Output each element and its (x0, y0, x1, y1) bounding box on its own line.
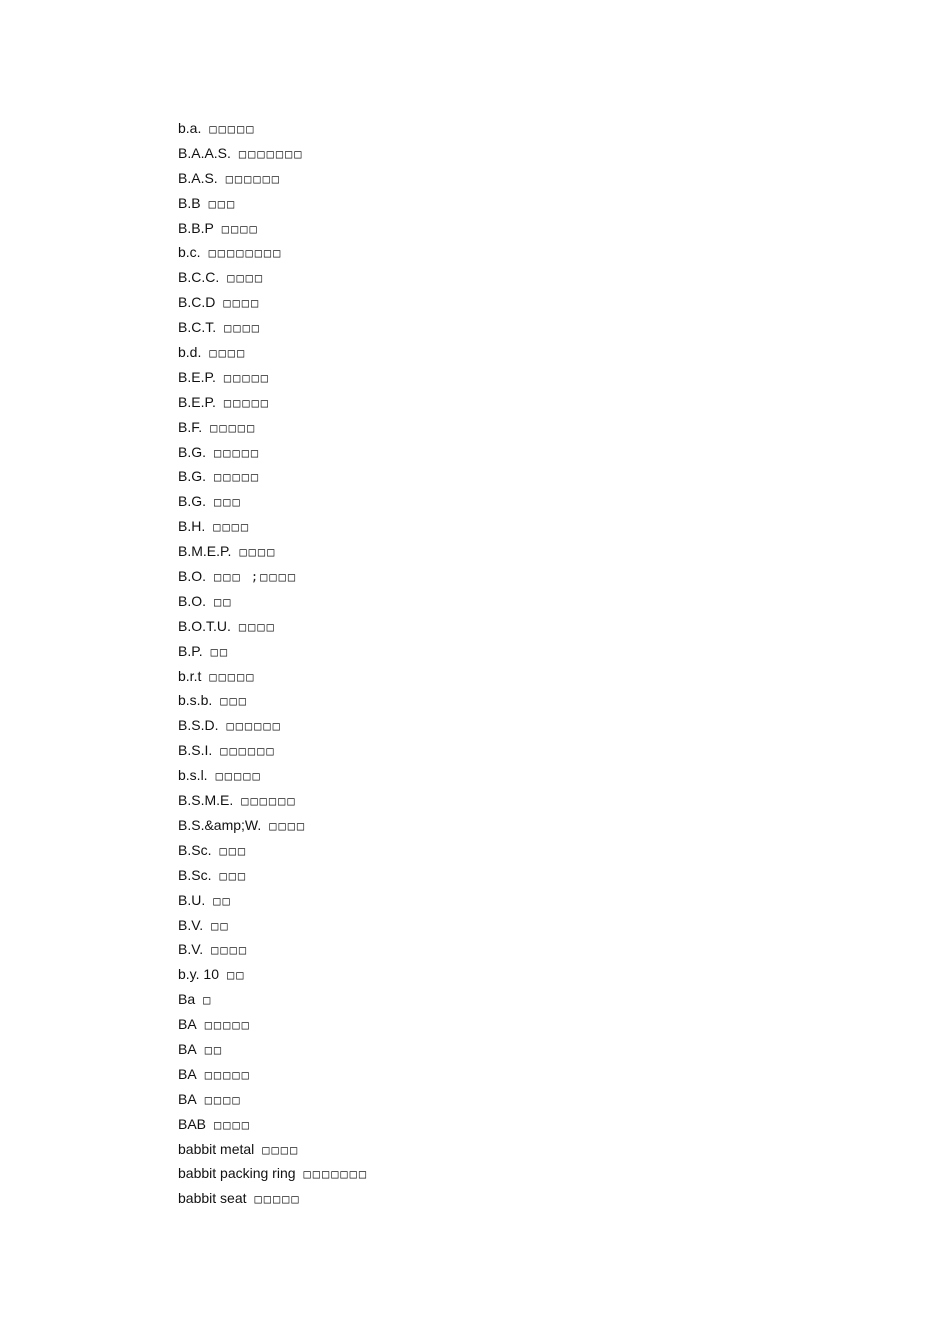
entry-term: BA (178, 1016, 197, 1033)
entry-term: B.S.&amp;W. (178, 816, 262, 833)
entry-definition: □□ (213, 893, 232, 908)
glossary-entry (178, 591, 368, 616)
entry-term: b.c. (178, 244, 201, 261)
entry-term: babbit seat (178, 1190, 247, 1207)
entry-term: B.O. (178, 592, 207, 609)
glossary-entry (178, 193, 368, 218)
entry-definition: □□ (211, 918, 230, 933)
entry-term: BAB (178, 1115, 207, 1132)
entry-term: B.H. (178, 518, 206, 535)
entry-term: B.S.M.E. (178, 792, 234, 809)
entry-term: b.r.t (178, 667, 202, 684)
entry-definition: □□□ ;□□□□ (214, 570, 298, 585)
entry-term: B.Sc. (178, 866, 212, 883)
entry-term: B.C.D (178, 294, 216, 311)
glossary-entry (178, 1064, 368, 1089)
entry-term: B.S.D. (178, 717, 219, 734)
entry-term: B.V. (178, 916, 204, 933)
glossary-entry (178, 442, 368, 467)
glossary-entry (178, 417, 368, 442)
entry-definition: □□□□□□ (241, 794, 297, 809)
entry-term: B.V. (178, 941, 204, 958)
entry-term: B.P. (178, 642, 203, 659)
glossary-entry (178, 690, 368, 715)
glossary-entry (178, 616, 368, 641)
glossary-entry (178, 218, 368, 243)
entry-definition: □□ (210, 644, 230, 659)
entry-term: B.G. (178, 468, 207, 485)
glossary-entry (178, 666, 368, 691)
glossary-entry (178, 242, 368, 267)
entry-definition: □□□□□ (215, 769, 262, 784)
glossary-list (178, 118, 368, 1213)
glossary-entry (178, 890, 368, 915)
glossary-entry (178, 790, 368, 815)
entry-definition: □□□□ (223, 296, 261, 311)
entry-definition: □□□□□□ (225, 171, 282, 186)
entry-term: b.d. (178, 344, 202, 361)
entry-term: B.A.S. (178, 169, 218, 186)
glossary-entry (178, 815, 368, 840)
entry-definition: □□□□□ (214, 470, 261, 485)
entry-term: B.E.P. (178, 368, 216, 385)
glossary-entry (178, 840, 368, 865)
entry-definition: □□□□□ (223, 370, 271, 385)
glossary-entry (178, 641, 368, 666)
glossary-entry (178, 740, 368, 765)
glossary-entry (178, 1139, 368, 1164)
entry-definition: □□□□□□□□ (208, 246, 283, 261)
glossary-entry (178, 292, 368, 317)
glossary-entry (178, 392, 368, 417)
glossary-entry (178, 1039, 368, 1064)
glossary-entry (178, 989, 368, 1014)
entry-term: BA (178, 1090, 197, 1107)
entry-definition: □□□□ (209, 346, 247, 361)
entry-definition: □□□□ (211, 943, 249, 958)
entry-term: babbit metal (178, 1140, 255, 1157)
entry-term: b.a. (178, 120, 202, 136)
entry-definition: □□□□□ (254, 1192, 301, 1207)
entry-term: B.E.P. (178, 393, 216, 410)
entry-definition: □□□□□ (214, 445, 261, 460)
entry-term: B.O.T.U. (178, 617, 231, 634)
glossary-entry (178, 367, 368, 392)
entry-definition: □□□□□ (209, 669, 256, 684)
entry-term: B.A.A.S. (178, 144, 231, 161)
entry-definition: □□□ (208, 196, 237, 211)
entry-definition: □□□□ (262, 1142, 300, 1157)
entry-term: Ba (178, 991, 196, 1008)
entry-definition: □□□□□□□ (238, 146, 304, 161)
entry-term: B.M.E.P. (178, 543, 232, 560)
entry-definition: □□ (214, 594, 233, 609)
entry-definition: □□□ (219, 843, 248, 858)
entry-definition: □□□ (214, 495, 242, 510)
entry-definition: □□□□□ (209, 122, 256, 136)
glossary-entry (178, 715, 368, 740)
glossary-entry (178, 541, 368, 566)
entry-definition: □□□□ (224, 321, 262, 336)
glossary-entry (178, 317, 368, 342)
glossary-entry (178, 491, 368, 516)
entry-term: BA (178, 1040, 197, 1057)
entry-term: B.C.C. (178, 269, 220, 286)
entry-definition: □□ (204, 1042, 224, 1057)
glossary-entry (178, 168, 368, 193)
entry-term: b.s.b. (178, 692, 213, 709)
glossary-entry (178, 1089, 368, 1114)
entry-definition: □□□□ (221, 221, 259, 236)
glossary-entry (178, 1014, 368, 1039)
glossary-entry (178, 118, 368, 143)
glossary-entry (178, 566, 368, 591)
glossary-entry (178, 342, 368, 367)
entry-term: B.O. (178, 568, 207, 585)
entry-term: b.s.l. (178, 767, 208, 784)
entry-definition: □□□□ (238, 619, 276, 634)
glossary-entry (178, 1188, 368, 1213)
entry-definition: □□□□□ (204, 1067, 251, 1082)
glossary-entry (178, 765, 368, 790)
entry-term: babbit packing ring (178, 1165, 296, 1182)
entry-definition: □□□□□□ (220, 744, 276, 759)
entry-definition: □□□□ (213, 520, 251, 535)
entry-term: B.G. (178, 493, 207, 510)
entry-term: B.G. (178, 443, 207, 460)
entry-definition: □□ (227, 968, 246, 983)
entry-term: B.Sc. (178, 841, 212, 858)
entry-term: BA (178, 1065, 197, 1082)
entry-definition: □□□□□□ (226, 719, 282, 734)
glossary-entry (178, 267, 368, 292)
entry-definition: □□□□□ (210, 420, 257, 435)
entry-term: B.C.T. (178, 319, 217, 336)
entry-definition: □□□□ (204, 1092, 242, 1107)
entry-definition: □□□□□ (223, 395, 271, 410)
entry-term: B.B.P (178, 219, 214, 236)
glossary-entry (178, 466, 368, 491)
glossary-entry (178, 1163, 368, 1188)
entry-definition: □□□□ (227, 271, 265, 286)
entry-term: B.F. (178, 418, 203, 435)
entry-term: b.y. 10 (178, 966, 219, 983)
glossary-entry (178, 516, 368, 541)
entry-definition: □□□ (219, 868, 248, 883)
entry-term: B.U. (178, 891, 206, 908)
entry-definition: □□□□ (269, 818, 307, 833)
entry-definition: □ (203, 993, 213, 1008)
glossary-entry (178, 964, 368, 989)
entry-definition: □□□□□ (204, 1018, 251, 1033)
glossary-entry (178, 1114, 368, 1139)
entry-term: B.S.I. (178, 742, 213, 759)
glossary-entry (178, 865, 368, 890)
glossary-entry (178, 915, 368, 940)
entry-definition: □□□□ (239, 545, 277, 560)
glossary-entry (178, 939, 368, 964)
entry-definition: □□□ (220, 694, 248, 709)
entry-term: B.B (178, 194, 201, 211)
entry-definition: □□□□ (214, 1117, 251, 1132)
glossary-entry (178, 143, 368, 168)
entry-definition: □□□□□□□ (303, 1167, 369, 1182)
